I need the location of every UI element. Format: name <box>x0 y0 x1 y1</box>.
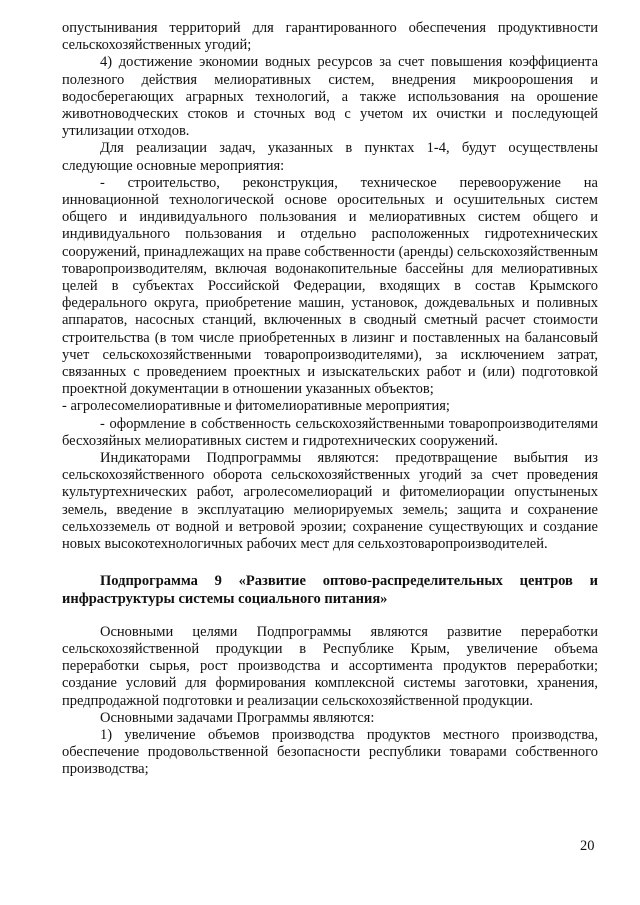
list-item: 1) увеличение объемов производства продуктов местного производства, обеспечение продовольственной безопасности республики товарами собственного производства; <box>62 726 598 778</box>
paragraph: Для реализации задач, указанных в пунктах 1-4, будут осуществлены следующие основные мероприятия: <box>62 140 598 174</box>
paragraph: опустынивания территорий для гарантированного обеспечения продуктивности сельскохозяйственных угодий; <box>62 20 598 54</box>
paragraph: 4) достижение экономии водных ресурсов за счет повышения коэффициента полезного действия мелиоративных систем, внедрения микроорошения и водосберегающих аграрных технологий, а также использования на орошение животноводческих стоков и сточных вод с учетом их очистки и последующей утилизации отходов. <box>62 54 598 140</box>
list-item: - оформление в собственность сельскохозяйственными товаропроизводителями бесхозяйных мелиоративных систем и гидротехнических сооружений. <box>62 415 598 449</box>
page-number: 20 <box>580 838 595 854</box>
paragraph: Индикаторами Подпрограммы являются: предотвращение выбытия из сельскохозяйственного оборота сельскохозяйственных угодий за счет проведения культуртехнических работ, агролесомелиораций и фитомелиорации опустыненых земель, введение в эксплуатацию мелиорируемых земель; защита и сохранение сельхозземель от водной и ветровой эрозии; сохранение существующих и создание новых высокотехнологичных рабочих мест для сельхозтоваропроизводителей. <box>62 450 598 553</box>
paragraph: Основными задачами Программы являются: <box>100 709 375 726</box>
list-item: - агролесомелиоративные и фитомелиоративные мероприятия; <box>62 398 450 415</box>
section-heading: Подпрограмма 9 «Развитие оптово-распределительных центров и инфраструктуры системы социального питания» <box>62 573 598 607</box>
paragraph: Основными целями Подпрограммы являются развитие переработки сельскохозяйственной продукции в Республике Крым, увеличение объема переработки сырья, рост производства и ассортимента продуктов переработки; создание условий для формирования комплексной системы заготовки, хранения, предпродажной подготовки и реализации сельскохозяйственной продукции. <box>62 623 598 709</box>
list-item: - строительство, реконструкция, техническое перевооружение на инновационной технологической основе оросительных и осушительных систем общего и индивидуального пользования и мелиоративных систем общего и индивидуального пользования и отдельно расположенных гидротехнических сооружений, принадлежащих на праве собственности (аренды) сельскохозяйственным товаропроизводителям, включая водонакопительные бассейны для мелиоративных целей в субъектах Российской Федерации, входящих в состав Крымского федерального округа, приобретение машин, установок, дождевальных и поливных аппаратов, насосных станций, включенных в сводный сметный расчет стоимости строительства (в том числе приобретенных в лизинг и поставленных на балансовый учет сельскохозяйственными товаропроизводителями), за исключением затрат, связанных с проведением проектных и изыскательских работ и (или) подготовкой проектной документации в отношении указанных объектов; <box>62 174 598 398</box>
document-page <box>62 20 598 779</box>
